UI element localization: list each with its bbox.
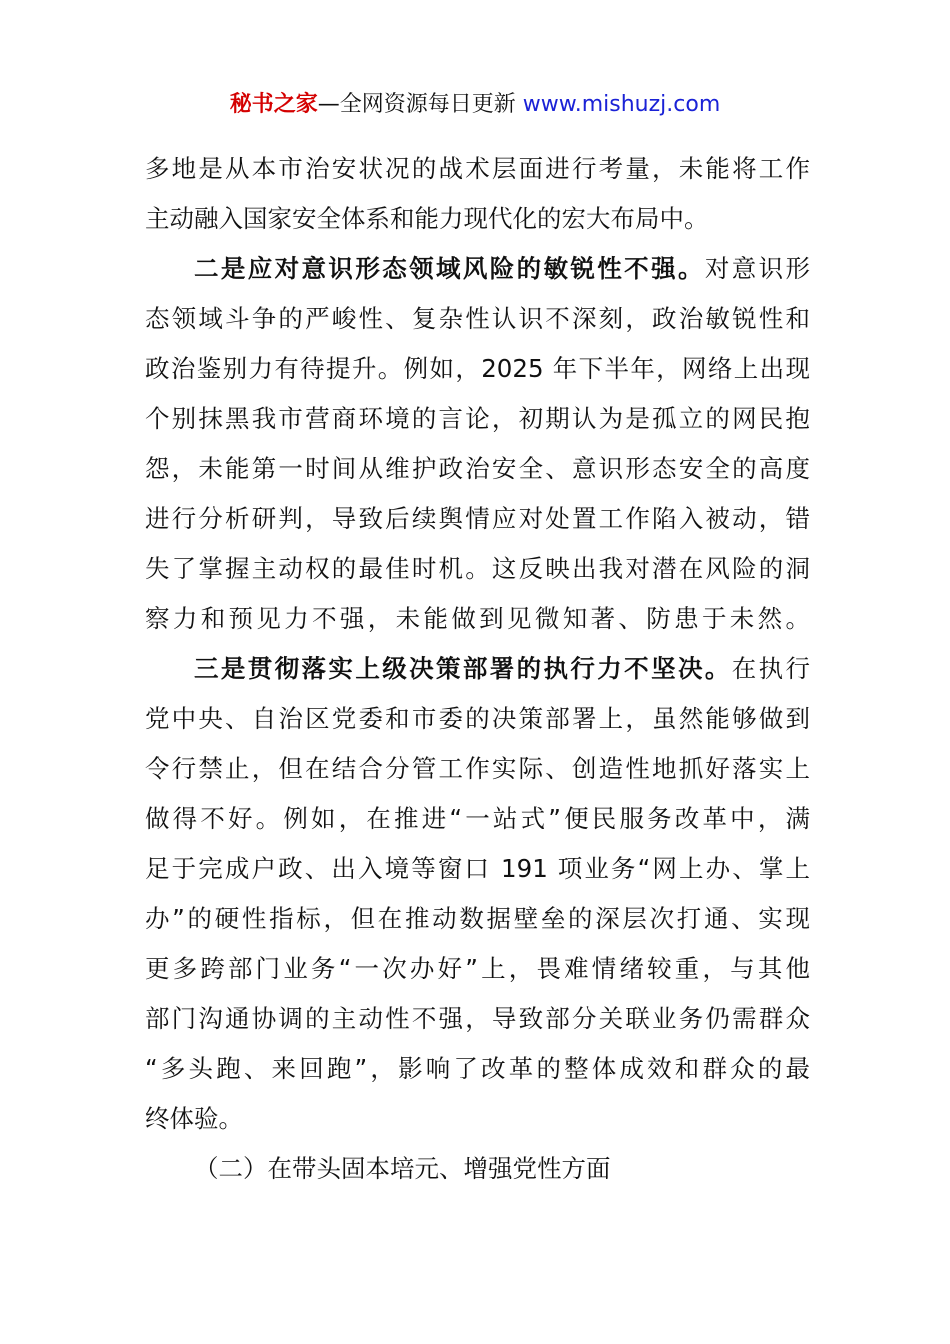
header-tagline: —全网资源每日更新 <box>317 92 523 117</box>
text-line: 党中央、自治区党委和市委的决策部署上，虽然能够做到 <box>145 704 810 733</box>
text-line: 更多跨部门业务“一次办好”上，畏难情绪较重，与其他 <box>145 954 810 983</box>
text-line: 终体验。 <box>145 1104 243 1133</box>
section-heading-line: 三是贯彻落实上级决策部署的执行力不坚决。在执行 <box>194 654 811 683</box>
section-heading: 三是贯彻落实上级决策部署的执行力不坚决。 <box>194 654 732 683</box>
header-url[interactable]: www.mishuzj.com <box>522 92 721 117</box>
text-line: 态领域斗争的严峻性、复杂性认识不深刻，政治敏锐性和 <box>145 304 810 333</box>
text-line: 办”的硬性指标，但在推动数据壁垒的深层次打通、实现 <box>145 904 810 933</box>
text-line: 主动融入国家安全体系和能力现代化的宏大布局中。 <box>145 204 709 233</box>
text-line: 进行分析研判，导致后续舆情应对处置工作陷入被动，错 <box>145 504 810 533</box>
text-line: 怨，未能第一时间从维护政治安全、意识形态安全的高度 <box>145 454 810 483</box>
text-line: 令行禁止，但在结合分管工作实际、创造性地抓好落实上 <box>145 754 810 783</box>
text-line: 察力和预见力不强，未能做到见微知著、防患于未然。 <box>145 604 810 633</box>
document-body <box>145 144 810 1194</box>
text-line: 做得不好。例如，在推进“一站式”便民服务改革中，满 <box>145 804 810 833</box>
section-heading-line: 二是应对意识形态领域风险的敏锐性不强。对意识形 <box>194 254 811 283</box>
text-line: 部门沟通协调的主动性不强，导致部分关联业务仍需群众 <box>145 1004 810 1033</box>
subsection-title: （二）在带头固本培元、增强党性方面 <box>194 1154 611 1183</box>
page-header <box>0 88 950 122</box>
text-line: 多地是从本市治安状况的战术层面进行考量，未能将工作 <box>145 154 810 183</box>
text-line: “多头跑、来回跑”，影响了改革的整体成效和群众的最 <box>145 1054 810 1083</box>
text-line: 政治鉴别力有待提升。例如，2025 年下半年，网络上出现 <box>145 354 810 383</box>
text-line: 个别抹黑我市营商环境的言论，初期认为是孤立的网民抱 <box>145 404 810 433</box>
section-heading: 二是应对意识形态领域风险的敏锐性不强。 <box>194 254 705 283</box>
text-line: 足于完成户政、出入境等窗口 191 项业务“网上办、掌上 <box>145 854 810 883</box>
text-line: 失了掌握主动权的最佳时机。这反映出我对潜在风险的洞 <box>145 554 810 583</box>
brand-name: 秘书之家 <box>229 92 318 117</box>
